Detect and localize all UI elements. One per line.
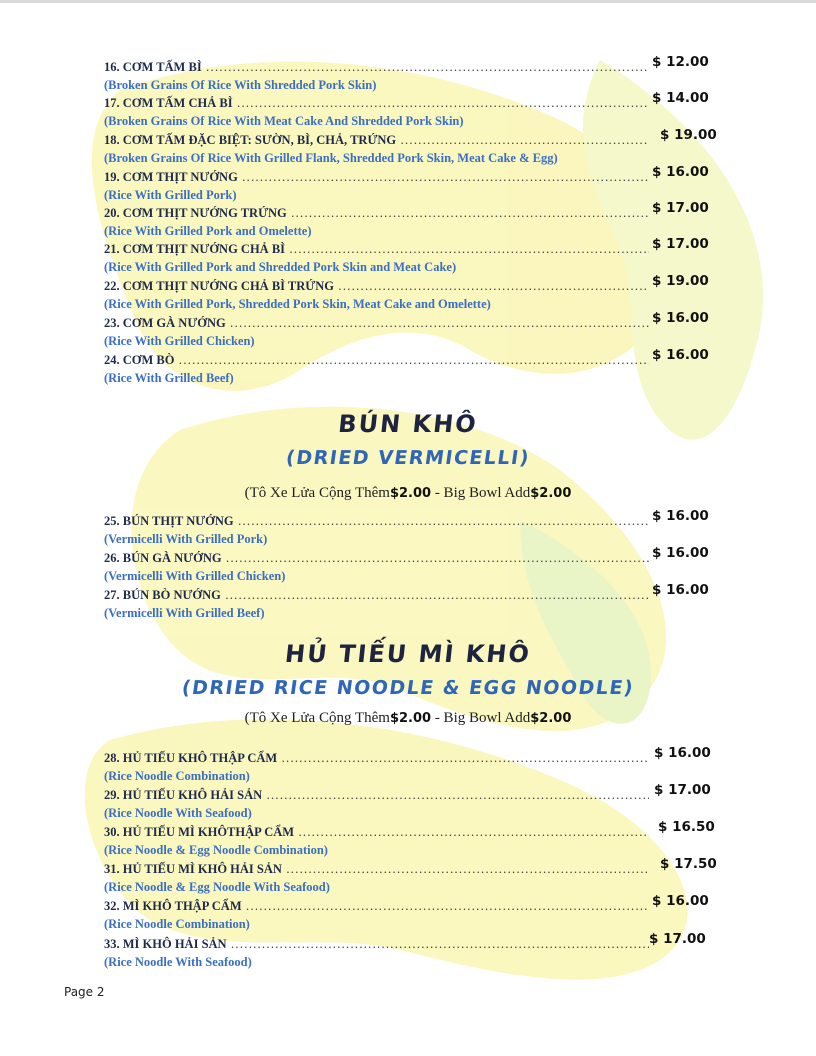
item-description: (Rice Noodle With Seafood) xyxy=(104,806,252,820)
menu-item-31 xyxy=(104,856,717,896)
item-price: $ 17.00 xyxy=(649,931,706,947)
item-price: $ 16.00 xyxy=(652,508,709,524)
note-prefix: (Tô Xe Lửa Cộng Thêm xyxy=(244,710,390,726)
menu-item-33 xyxy=(104,931,716,971)
menu-item-18 xyxy=(104,127,717,167)
item-name: 27. BÚN BÒ NƯỚNG ..... xyxy=(104,586,649,605)
item-name: 25. BÚN THỊT NƯỚNG ..... xyxy=(104,512,649,531)
item-description: (Rice Noodle With Seafood) xyxy=(104,955,252,969)
menu-item-22 xyxy=(104,273,716,313)
menu-item-29 xyxy=(104,782,716,822)
item-description: (Vermicelli With Grilled Chicken) xyxy=(104,569,286,583)
menu-item-20 xyxy=(104,200,716,240)
item-name: 30. HỦ TIẾU MÌ KHÔTHẬP CẨM ..... xyxy=(104,823,649,842)
section-title-hu-tieu: HỦ TIẾU MÌ KHÔ xyxy=(283,640,533,668)
item-price: $ 16.00 xyxy=(652,893,709,909)
page-number: Page 2 xyxy=(64,985,105,999)
item-price: $ 17.00 xyxy=(654,782,711,798)
item-name: 28. HỦ TIẾU KHÔ THẬP CẨM ..... xyxy=(104,749,649,768)
item-name: 26. BÚN GÀ NƯỚNG ..... xyxy=(104,549,649,568)
item-description: (Broken Grains Of Rice With Meat Cake And Shredded Pork Skin) xyxy=(104,114,464,128)
menu-item-24 xyxy=(104,347,716,387)
item-name: 20. CƠM THỊT NƯỚNG TRỨNG ..... xyxy=(104,204,649,223)
item-price: $ 14.00 xyxy=(652,90,709,106)
item-description: (Broken Grains Of Rice With Shredded Pork Skin) xyxy=(104,78,377,92)
item-name: 33. MÌ KHÔ HẢI SẢN ..... xyxy=(104,935,649,954)
note-amount: $2.00 xyxy=(389,486,432,501)
note-prefix: (Tô Xe Lửa Cộng Thêm xyxy=(244,485,390,501)
menu-item-21 xyxy=(104,236,716,276)
item-price: $ 17.50 xyxy=(660,856,717,872)
section-title-bun-kho: BÚN KHÔ xyxy=(336,410,480,438)
menu-item-25 xyxy=(104,508,716,548)
item-description: (Rice With Grilled Pork) xyxy=(104,188,237,202)
note-amount: $2.00 xyxy=(389,711,432,726)
item-price: $ 17.00 xyxy=(652,200,709,216)
item-name: 29. HỦ TIẾU KHÔ HẢI SẢN ..... xyxy=(104,786,649,805)
item-price: $ 19.00 xyxy=(652,273,709,289)
note-middle: - Big Bowl Add xyxy=(431,710,531,726)
section-note-hu-tieu xyxy=(0,710,816,727)
item-name: 16. CƠM TẤM BÌ ..... xyxy=(104,58,649,77)
item-description: (Rice With Grilled Chicken) xyxy=(104,334,255,348)
item-name: 22. CƠM THỊT NƯỚNG CHẢ BÌ TRỨNG ..... xyxy=(104,277,649,296)
note-middle: - Big Bowl Add xyxy=(431,485,531,501)
item-price: $ 16.00 xyxy=(654,745,711,761)
menu-item-32 xyxy=(104,893,716,933)
item-description: (Broken Grains Of Rice With Grilled Flank, Shredded Pork Skin, Meat Cake & Egg) xyxy=(104,151,558,165)
item-price: $ 16.00 xyxy=(652,347,709,363)
item-description: (Rice Noodle & Egg Noodle With Seafood) xyxy=(104,880,330,894)
item-name: 19. CƠM THỊT NƯỚNG ..... xyxy=(104,168,649,187)
item-description: (Rice Noodle Combination) xyxy=(104,917,250,931)
item-price: $ 12.00 xyxy=(652,54,709,70)
menu-item-28 xyxy=(104,745,716,785)
item-description: (Vermicelli With Grilled Pork) xyxy=(104,532,268,546)
item-price: $ 16.00 xyxy=(652,545,709,561)
item-description: (Rice Noodle & Egg Noodle Combination) xyxy=(104,843,328,857)
menu-item-26 xyxy=(104,545,716,585)
menu-item-23 xyxy=(104,310,716,350)
item-description: (Rice With Grilled Pork and Shredded Pork Skin and Meat Cake) xyxy=(104,260,457,274)
item-price: $ 16.50 xyxy=(658,819,715,835)
item-description: (Rice With Grilled Beef) xyxy=(104,371,234,385)
item-price: $ 16.00 xyxy=(652,582,709,598)
item-name: 23. CƠM GÀ NƯỚNG ..... xyxy=(104,314,649,333)
note-amount: $2.00 xyxy=(530,711,572,726)
item-price: $ 19.00 xyxy=(660,127,717,143)
section-note-bun-kho xyxy=(0,485,816,502)
item-price: $ 16.00 xyxy=(652,164,709,180)
menu-item-30 xyxy=(104,819,716,859)
item-name: 18. CƠM TẤM ĐẶC BIỆT: SƯỜN, BÌ, CHẢ, TRỨNG ..... xyxy=(104,131,649,150)
item-name: 21. CƠM THỊT NƯỚNG CHẢ BÌ ..... xyxy=(104,240,649,259)
item-price: $ 17.00 xyxy=(652,236,709,252)
menu-item-16 xyxy=(104,54,716,94)
note-amount: $2.00 xyxy=(530,486,572,501)
item-description: (Vermicelli With Grilled Beef) xyxy=(104,606,265,620)
section-subtitle-hu-tieu: (DRIED RICE NOODLE & EGG NOODLE) xyxy=(180,677,636,699)
item-name: 17. CƠM TẤM CHẢ BÌ ..... xyxy=(104,94,649,113)
item-description: (Rice With Grilled Pork and Omelette) xyxy=(104,224,312,238)
menu-item-19 xyxy=(104,164,716,204)
item-name: 31. HỦ TIẾU MÌ KHÔ HẢI SẢN ..... xyxy=(104,860,649,879)
item-description: (Rice Noodle Combination) xyxy=(104,769,250,783)
section-subtitle-bun-kho: (DRIED VERMICELLI) xyxy=(284,447,532,469)
menu-item-17 xyxy=(104,90,716,130)
item-description: (Rice With Grilled Pork, Shredded Pork Skin, Meat Cake and Omelette) xyxy=(104,297,491,311)
item-name: 24. CƠM BÒ ..... xyxy=(104,351,649,370)
item-name: 32. MÌ KHÔ THẬP CẨM ..... xyxy=(104,897,649,916)
item-price: $ 16.00 xyxy=(652,310,709,326)
menu-item-27 xyxy=(104,582,716,622)
